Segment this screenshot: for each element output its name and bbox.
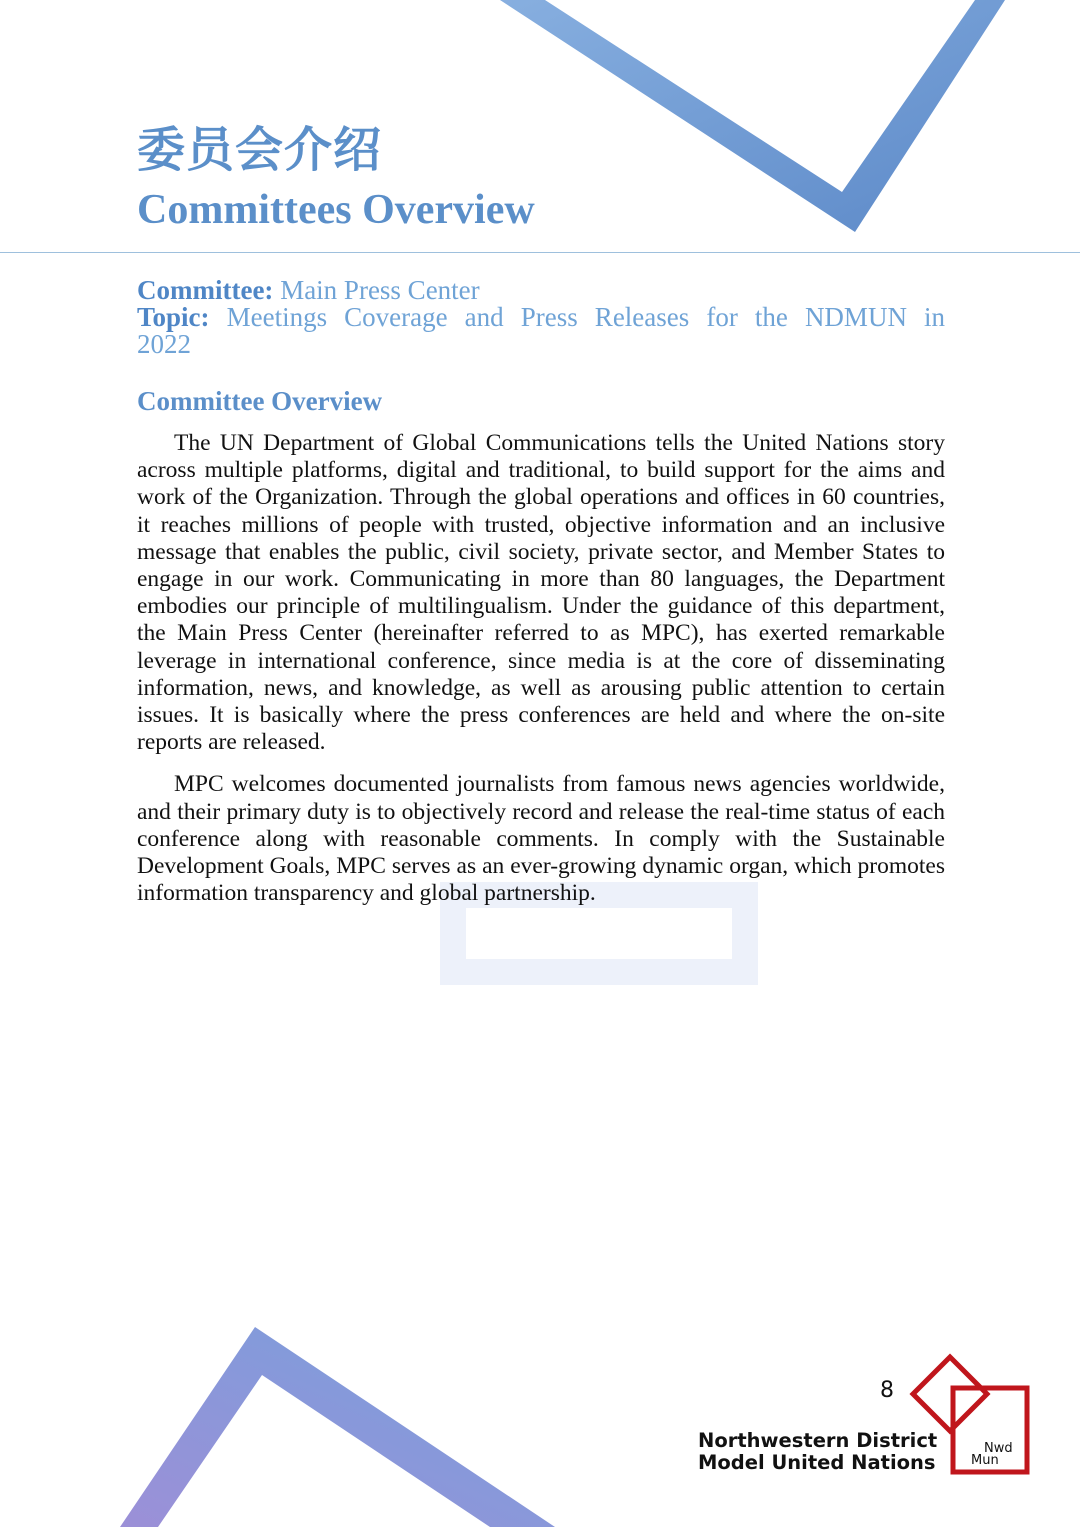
organization-name-line-1: Northwestern District (698, 1429, 938, 1452)
topic-text: Meetings Coverage and Press Releases for the NDMUN in (226, 302, 946, 332)
page-title-chinese: 委员会介绍 (137, 122, 383, 178)
committee-meta (137, 277, 945, 358)
organization-name (698, 1430, 937, 1474)
overview-paragraph-2: MPC welcomes documented journalists from famous news agencies worldwide, and their primary duty is to objectively record and release the real-time status of each conference along with reasonable comments. In comply with the Sustainable Development Goals, MPC serves as an ever-growing dynamic organ, which promotes information transparency and global partnership. (137, 771, 945, 907)
topic-line-2 (137, 331, 945, 358)
overview-paragraph-1: The UN Department of Global Communications tells the United Nations story across multiple platforms, digital and traditional, to build support for the aims and work of the Organization. Through the global operations and offices in 60 countries, it reaches millions of people with trusted, objective information and an inclusive message that enables the public, civil society, private sector, and Member States to engage in our work. Communicating in more than 80 languages, the Department embodies our principle of multilingualism. Under the guidance of this department, the Main Press Center (hereinafter referred to as MPC), has exerted remarkable leverage in international conference, since media is at the core of disseminating information, news, and knowledge, as well as arousing public attention to certain issues. It is basically where the press conferences are held and where the on-site reports are released. (137, 430, 945, 756)
overview-body (137, 430, 945, 922)
section-heading: Committee Overview (137, 386, 383, 416)
committee-name: Main Press Center (280, 275, 480, 305)
nwdmun-logo-icon (905, 1352, 1035, 1482)
bottom-chevron-stroke (120, 1327, 555, 1527)
logo-diamond (913, 1357, 987, 1431)
topic-label: Topic: (137, 302, 210, 332)
committee-label: Committee: (137, 275, 274, 305)
committee-line (137, 277, 945, 304)
organization-name-line-2: Model United Nations (698, 1451, 936, 1474)
logo-text-top: Nwd (984, 1441, 1013, 1456)
page-number: 8 (880, 1378, 894, 1403)
header-divider (0, 252, 1080, 253)
logo-text-bottom: Mun (971, 1453, 999, 1468)
page-title-english: Committees Overview (137, 187, 535, 233)
topic-year: 2022 (137, 329, 191, 359)
topic-line (137, 304, 945, 331)
top-chevron-stroke (500, 0, 1005, 232)
